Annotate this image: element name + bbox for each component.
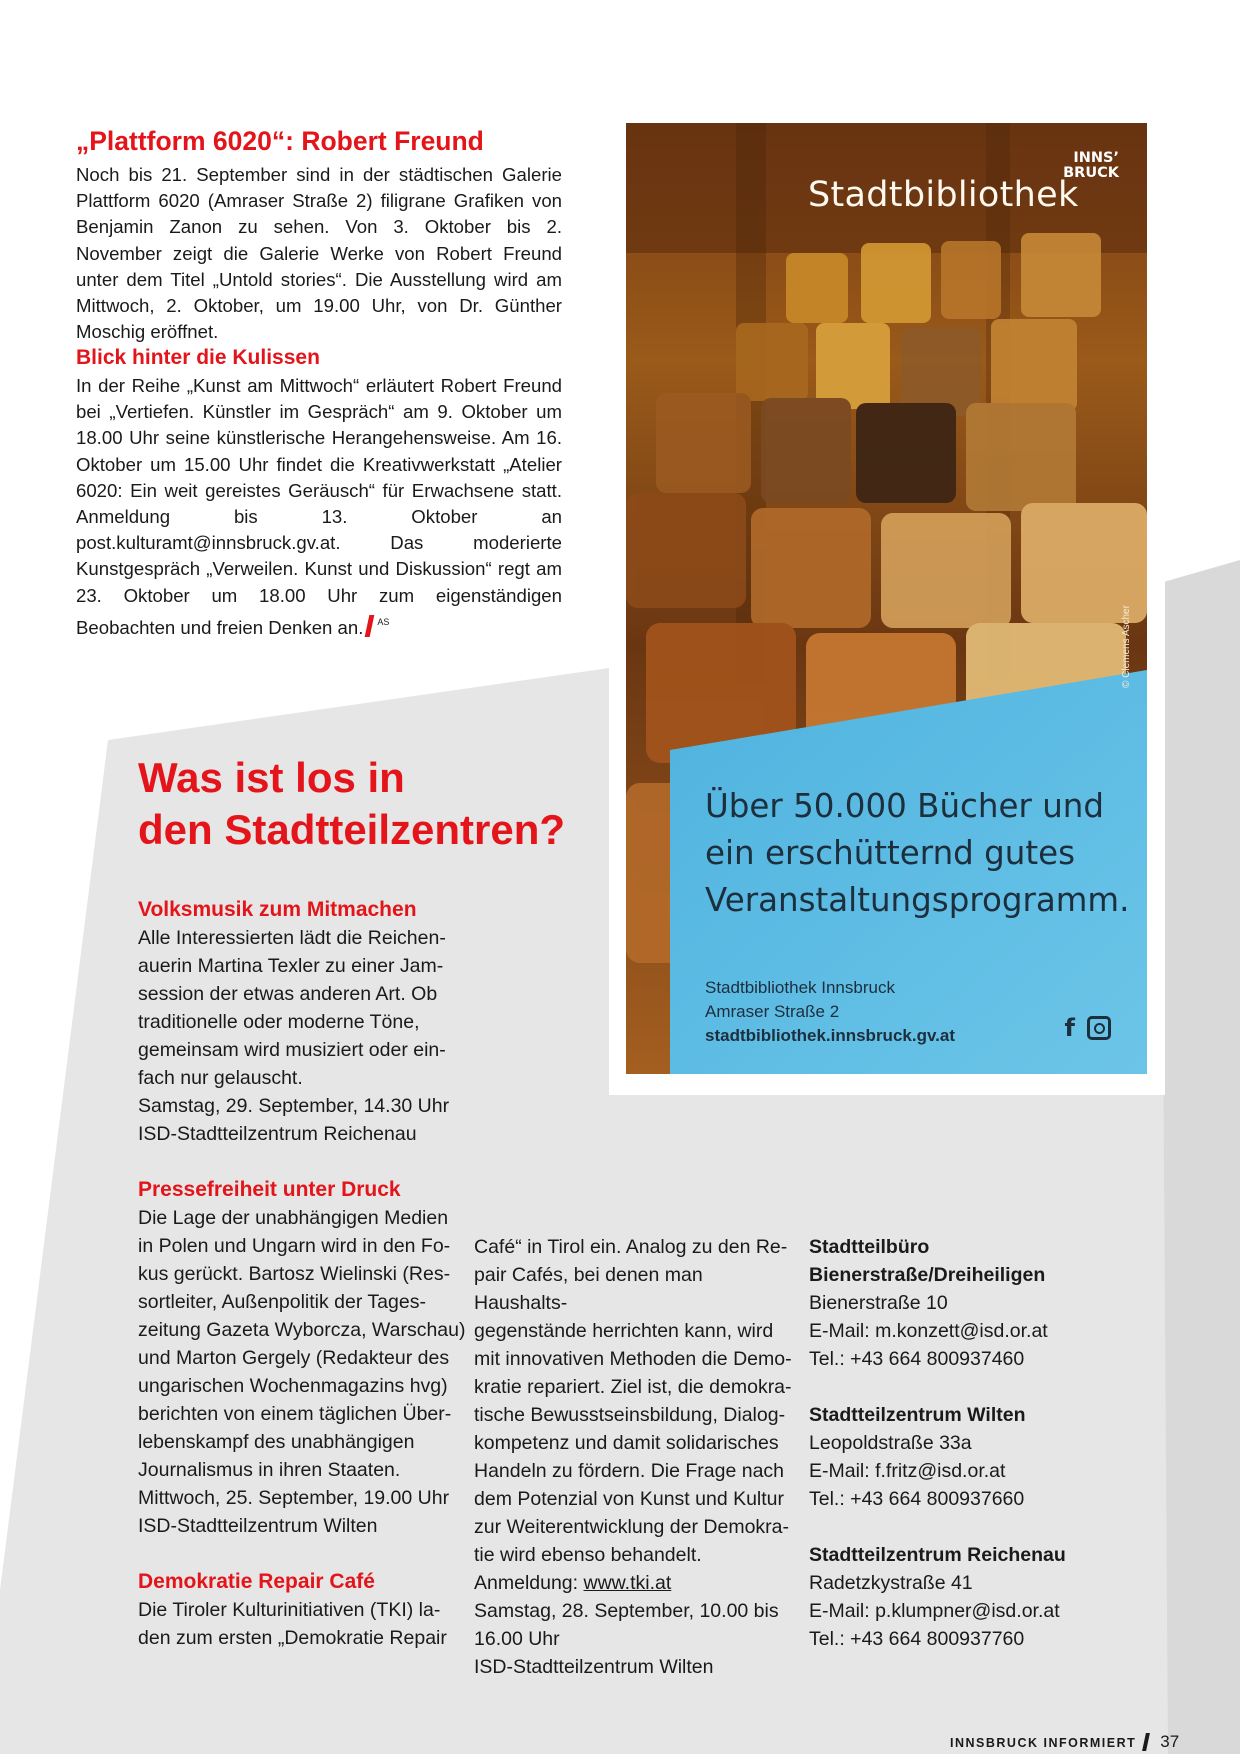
event-line: traditionelle oder moderne Töne,	[138, 1011, 420, 1033]
facebook-icon[interactable]: f	[1064, 1014, 1075, 1042]
contact-street: Bienerstraße 10	[809, 1292, 948, 1314]
event-title: Demokratie Repair Café	[138, 1570, 375, 1593]
contact-email[interactable]: E-Mail: p.klumpner@isd.or.at	[809, 1600, 1060, 1622]
event-line: Alle Interessierten lädt die Reichen-	[138, 927, 446, 949]
contact-list	[809, 1233, 1139, 1653]
registration	[474, 1569, 794, 1597]
contact-wilten	[809, 1401, 1139, 1513]
event-line: Die Tiroler Kulturinitiativen (TKI) la-	[138, 1599, 441, 1621]
event-venue: ISD-Stadtteilzentrum Wilten	[138, 1515, 378, 1537]
ad-contact-url[interactable]: stadtbibliothek.innsbruck.gv.at	[705, 1026, 955, 1045]
ad-title: Stadtbibliothek	[808, 175, 1079, 215]
ad-contact	[705, 976, 955, 1048]
chairs-photo	[626, 123, 1147, 1074]
article-body-2-text: In der Reihe „Kunst am Mittwoch“ erläutert Robert Freund bei „Vertiefen. Künstler im Gespräch“ am 9. Oktober um 18.00 Uhr seine künstlerische Herangehensweise. Am 16. Oktober um 15.00 Uhr findet die Kreativwerkstatt „Atelier 6020: Ein weit gereistes Geräusch“ für Erwachsene statt. Anmeldung bis 13. Oktober an post.kulturamt@innsbruck.gv.at. Das moderierte Kunstgespräch „Verweilen. Kunst und Diskussion“ regt am 23. Oktober um 18.00 Uhr zum eigenständigen Beobachten und freien Denken an.	[76, 375, 562, 638]
library-advertisement[interactable]	[626, 123, 1147, 1074]
event-line: mit innovativen Methoden die Demo-	[474, 1348, 792, 1370]
event-date-2: 16.00 Uhr	[474, 1628, 560, 1650]
publication-name: INNSBRUCK INFORMIERT	[950, 1736, 1137, 1750]
contact-street: Radetzkystraße 41	[809, 1572, 973, 1594]
contact-dreiheiligen	[809, 1233, 1139, 1373]
contact-name-2: Bienerstraße/Dreiheiligen	[809, 1264, 1046, 1286]
event-line: tie wird ebenso behandelt.	[474, 1544, 702, 1566]
event-venue: ISD-Stadtteilzentrum Reichenau	[138, 1123, 417, 1145]
contact-phone: Tel.: +43 664 800937460	[809, 1348, 1025, 1370]
article-subtitle: Blick hinter die Kulissen	[76, 346, 320, 369]
registration-label: Anmeldung:	[474, 1572, 579, 1594]
event-line: Handeln zu fördern. Die Frage nach	[474, 1460, 785, 1482]
event-line: kratie repariert. Ziel ist, die demokra-	[474, 1376, 792, 1398]
footer-slash-icon	[1142, 1733, 1150, 1751]
event-description	[138, 1204, 478, 1540]
event-demokratie	[138, 1568, 478, 1652]
contact-name: Stadtteilzentrum Wilten	[809, 1404, 1026, 1426]
event-title: Volksmusik zum Mitmachen	[138, 898, 417, 921]
event-line: ungarischen Wochenmagazins hvg)	[138, 1375, 448, 1397]
event-description	[138, 924, 468, 1148]
event-description	[138, 1596, 478, 1652]
event-date: Samstag, 28. September, 10.00 bis	[474, 1600, 779, 1622]
event-line: pair Cafés, bei denen man Haushalts-	[474, 1264, 703, 1314]
section-title-line-1: Was ist los in	[138, 754, 405, 801]
contact-reichenau	[809, 1541, 1139, 1653]
contact-name: Stadtteilzentrum Reichenau	[809, 1544, 1066, 1566]
contact-phone: Tel.: +43 664 800937660	[809, 1488, 1025, 1510]
event-line: Die Lage der unabhängigen Medien	[138, 1207, 449, 1229]
event-line: session der etwas anderen Art. Ob	[138, 983, 438, 1005]
contact-email[interactable]: E-Mail: f.fritz@isd.or.at	[809, 1460, 1006, 1482]
ad-contact-address: Amraser Straße 2	[705, 1002, 840, 1021]
event-line: gemeinsam wird musiziert oder ein-	[138, 1039, 446, 1061]
photo-credit: © Clemens Ascher	[1121, 605, 1132, 688]
social-icons	[1065, 1016, 1111, 1040]
event-line: kus gerückt. Bartosz Wielinski (Res-	[138, 1263, 451, 1285]
contact-email[interactable]: E-Mail: m.konzett@isd.or.at	[809, 1320, 1048, 1342]
event-line: gegenstände herrichten kann, wird	[474, 1320, 774, 1342]
contact-name: Stadtteilbüro	[809, 1236, 930, 1258]
event-line: Café“ in Tirol ein. Analog zu den Re-	[474, 1236, 788, 1258]
logo-line-2: BRUCK	[1063, 165, 1119, 181]
event-volksmusik	[138, 896, 468, 1148]
ad-headline: Über 50.000 Bücher und ein erschütternd gutes Veranstaltungsprogramm.	[705, 787, 1130, 919]
article-body-2	[76, 373, 562, 641]
event-line: Journalismus in ihren Staaten.	[138, 1459, 401, 1481]
page-footer	[950, 1732, 1179, 1752]
event-line: sortleiter, Außenpolitik der Tages-	[138, 1291, 426, 1313]
event-date: Mittwoch, 25. September, 19.00 Uhr	[138, 1487, 450, 1509]
instagram-icon[interactable]	[1087, 1016, 1111, 1040]
article-title: „Plattform 6020“: Robert Freund	[76, 126, 484, 156]
author-initials: AS	[377, 616, 390, 627]
event-pressefreiheit	[138, 1176, 478, 1540]
event-line: den zum ersten „Demokratie Repair	[138, 1627, 447, 1649]
event-line: berichten von einem täglichen Über-	[138, 1403, 452, 1425]
event-line: zur Weiterentwicklung der Demokra-	[474, 1516, 789, 1538]
event-line: zeitung Gazeta Wyborcza, Warschau)	[138, 1319, 466, 1341]
registration-link[interactable]: www.tki.at	[583, 1572, 672, 1594]
event-title: Pressefreiheit unter Druck	[138, 1178, 401, 1201]
event-line: und Marton Gergely (Redakteur des	[138, 1347, 450, 1369]
logo-line-1: INNS’	[1073, 150, 1119, 166]
event-line: auerin Martina Texler zu einer Jam-	[138, 955, 444, 977]
event-line: fach nur gelauscht.	[138, 1067, 303, 1089]
article-body: Noch bis 21. September sind in der städtischen Galerie Plattform 6020 (Amraser Straße 2) filigrane Grafiken von Benjamin Zanon zu sehen. Von 3. Oktober bis 2. November zeigt die Galerie Werke von Robert Freund unter dem Titel „Untold stories“. Die Ausstellung wird am Mittwoch, 2. Oktober, um 19.00 Uhr, von Dr. Günther Moschig eröffnet.	[76, 164, 562, 343]
event-date: Samstag, 29. September, 14.30 Uhr	[138, 1095, 450, 1117]
event-line: in Polen und Ungarn wird in den Fo-	[138, 1235, 451, 1257]
event-line: dem Potenzial von Kunst und Kultur	[474, 1488, 785, 1510]
event-line: lebenskampf des unabhängigen	[138, 1431, 415, 1453]
event-line: tische Bewusstseinsbildung, Dialog-	[474, 1404, 786, 1426]
ad-contact-name: Stadtbibliothek Innsbruck	[705, 978, 895, 997]
section-title	[138, 752, 565, 856]
end-mark-icon	[365, 615, 375, 637]
event-line: kompetenz und damit solidarisches	[474, 1432, 779, 1454]
section-title-line-2: den Stadtteilzentren?	[138, 806, 566, 853]
page-number: 37	[1160, 1732, 1180, 1751]
event-demokratie-continued	[474, 1233, 794, 1681]
contact-street: Leopoldstraße 33a	[809, 1432, 972, 1454]
event-venue: ISD-Stadtteilzentrum Wilten	[474, 1656, 714, 1678]
contact-phone: Tel.: +43 664 800937760	[809, 1628, 1025, 1650]
